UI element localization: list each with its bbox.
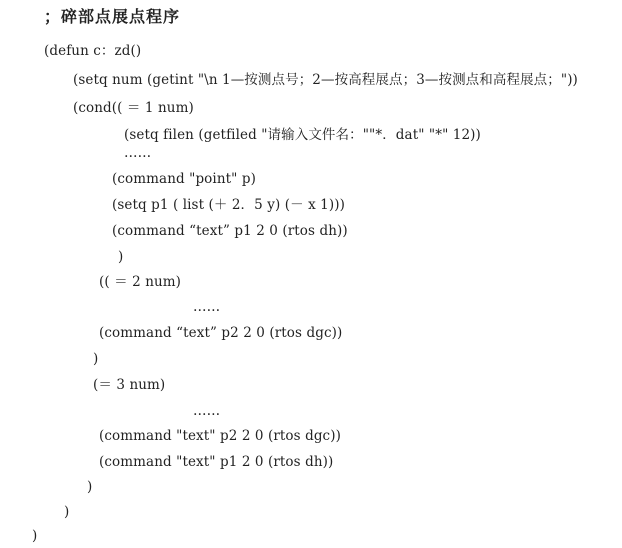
code-line: (command “text” p2 2 0 (rtos dgc)) [99, 325, 343, 341]
code-ellipsis: …… [193, 299, 221, 315]
code-line: (defun c：zd() [44, 43, 142, 59]
code-line: ) [118, 249, 124, 265]
code-line: (setq p1 ( list (＋ 2．5 y) (－ x 1))) [112, 197, 345, 213]
code-line: (setq filen (getfiled "请输入文件名：""*．dat" "*" 12)) [124, 127, 481, 143]
code-line: (＝ 3 num) [93, 377, 166, 393]
code-line: (command "text" p1 2 0 (rtos dh)) [99, 454, 334, 470]
code-line: (cond(( ＝ 1 num) [73, 100, 194, 116]
code-line: ) [32, 528, 38, 544]
code-line: (command "point" p) [112, 171, 256, 187]
code-line: (command “text” p1 2 0 (rtos dh)) [112, 223, 348, 239]
code-ellipsis: …… [193, 403, 221, 419]
code-line: ) [87, 479, 93, 495]
page-title: ；碎部点展点程序 [44, 7, 181, 26]
code-ellipsis: …… [124, 145, 152, 161]
code-line: ) [64, 504, 70, 520]
code-line: (command "text" p2 2 0 (rtos dgc)) [99, 428, 341, 444]
code-line: ) [93, 351, 99, 367]
code-line: (setq num (getint "\n 1—按测点号；2—按高程展点；3—按测点和高程展点；")) [73, 72, 578, 88]
code-line: (( ＝ 2 num) [99, 274, 182, 290]
